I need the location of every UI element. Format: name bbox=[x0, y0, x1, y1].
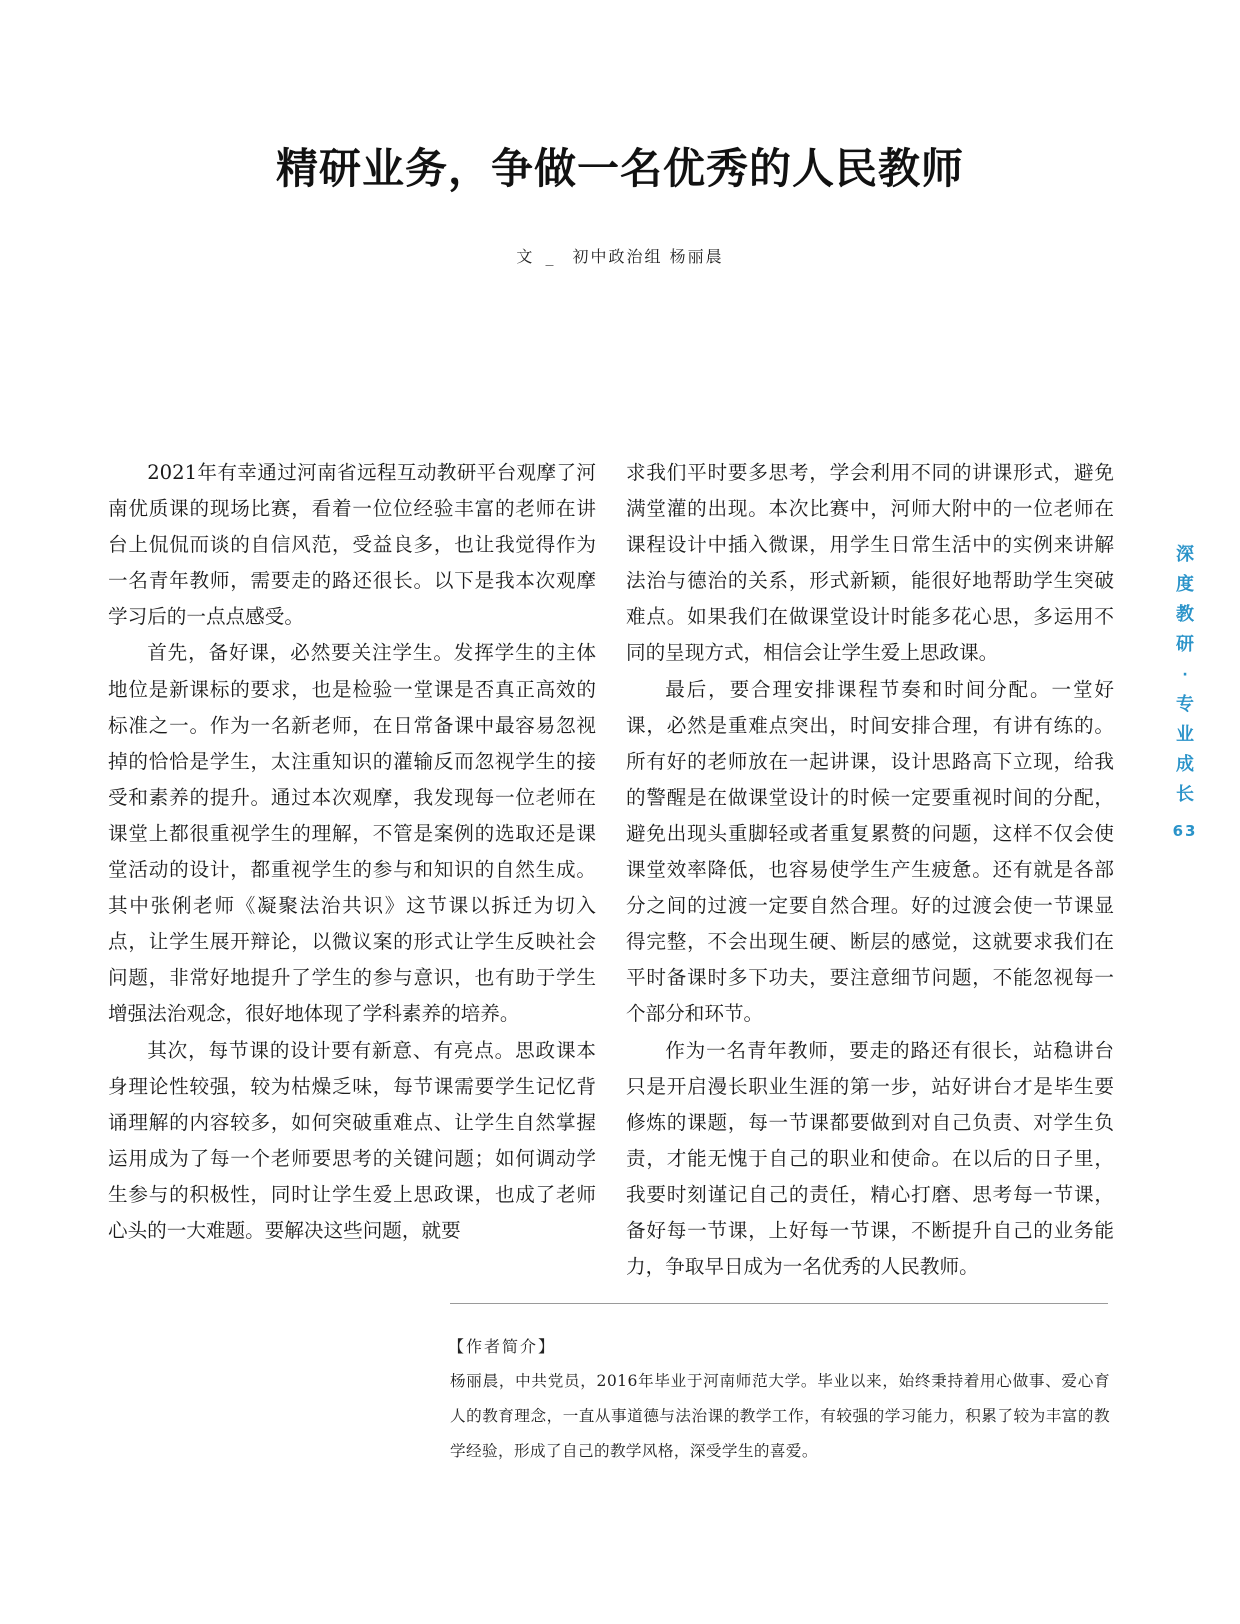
section-char: 专 bbox=[1176, 694, 1194, 715]
paragraph: 其次，每节课的设计要有新意、有亮点。思政课本身理论性较强，较为枯燥乏味，每节课需要学生记忆背诵理解的内容较多，如何突破重难点、让学生自然掌握运用成为了每一个老师要思考的关键问题；如何调动学生参与的积极性，同时让学生爱上思政课，也成了老师心头的一大难题。要解决这些问题，就要 bbox=[108, 1038, 596, 1242]
byline bbox=[0, 244, 1240, 267]
section-char: 研 bbox=[1176, 634, 1194, 655]
section-dot: · bbox=[1182, 667, 1188, 683]
paragraph: 2021年有幸通过河南省远程互动教研平台观摩了河南优质课的现场比赛，看着一位位经验丰富的老师在讲台上侃侃而谈的自信风范，受益良多，也让我觉得作为一名青年教师，需要走的路还很长。以下是我本次观摩学习后的一点点感受。 bbox=[108, 461, 596, 629]
article-title: 精研业务，争做一名优秀的人民教师 bbox=[275, 144, 964, 193]
paragraph: 最后，要合理安排课程节奏和时间分配。一堂好课，必然是重难点突出，时间安排合理，有讲有练的。所有好的老师放在一起讲课，设计思路高下立现，给我的警醒是在做课堂设计的时候一定要重视时间的分配，避免出现头重脚轻或者重复累赘的问题，这样不仅会使课堂效率降低，也容易使学生产生疲惫。还有就是各部分之间的过渡一定要自然合理。好的过渡会使一节课显得完整，不会出现生硬、断层的感觉，这就要求我们在平时备课时多下功夫，要注意细节问题，不能忽视每一个部分和环节。 bbox=[626, 677, 1114, 1026]
section-char: 成 bbox=[1176, 754, 1194, 775]
byline-separator: _ bbox=[545, 247, 556, 266]
section-char: 长 bbox=[1176, 784, 1194, 805]
paragraph: 作为一名青年教师，要走的路还有很长，站稳讲台只是开启漫长职业生涯的第一步，站好讲台才是毕生要修炼的课题，每一节课都要做到对自己负责、对学生负责，才能无愧于自己的职业和使命。在以后的日子里，我要时刻谨记自己的责任，精心打磨、思考每一节课，备好每一节课，上好每一节课，不断提升自己的业务能力，争取早日成为一名优秀的人民教师。 bbox=[626, 1038, 1114, 1279]
left-column bbox=[108, 455, 596, 1249]
paragraph: 首先，备好课，必然要关注学生。发挥学生的主体地位是新课标的要求，也是检验一堂课是否真正高效的标准之一。作为一名新老师，在日常备课中最容易忽视掉的恰恰是学生，太注重知识的灌输反而忽视学生的接受和素养的提升。通过本次观摩，我发现每一位老师在课堂上都很重视学生的理解，不管是案例的选取还是课堂活动的设计，都重视学生的参与和知识的自然生成。其中张俐老师《凝聚法治共识》这节课以拆迁为切入点，让学生展开辩论，以微议案的形式让学生反映社会问题，非常好地提升了学生的参与意识，也有助于学生增强法治观念，很好地体现了学科素养的培养。 bbox=[108, 641, 596, 1026]
author-bio: 杨丽晨，中共党员，2016年毕业于河南师范大学。毕业以来，始终秉持着用心做事、爱心育人的教育理念，一直从事道德与法治课的教学工作，有较强的学习能力，积累了较为丰富的教学经验，形成了自己的教学风格，深受学生的喜爱。 bbox=[450, 1372, 1110, 1460]
page-number: 63 bbox=[1172, 822, 1198, 840]
section-char: 业 bbox=[1176, 724, 1194, 745]
section-char: 度 bbox=[1176, 574, 1194, 595]
section-char: 教 bbox=[1176, 604, 1194, 625]
bio-divider bbox=[450, 1303, 1108, 1304]
section-sidebar bbox=[1170, 540, 1200, 846]
section-char: 深 bbox=[1176, 544, 1194, 565]
bio-label: 【作者简介】 bbox=[448, 1337, 557, 1356]
paragraph-continuation: 求我们平时要多思考，学会利用不同的讲课形式，避免满堂灌的出现。本次比赛中，河师大附中的一位老师在课程设计中插入微课，用学生日常生活中的实例来讲解法治与德治的关系，形式新颖，能很好地帮助学生突破难点。如果我们在做课堂设计时能多花心思，多运用不同的呈现方式，相信会让学生爱上思政课。 bbox=[626, 461, 1114, 665]
byline-author: 初中政治组 杨丽晨 bbox=[572, 247, 724, 266]
right-column bbox=[626, 455, 1114, 1285]
byline-prefix: 文 bbox=[516, 247, 535, 266]
